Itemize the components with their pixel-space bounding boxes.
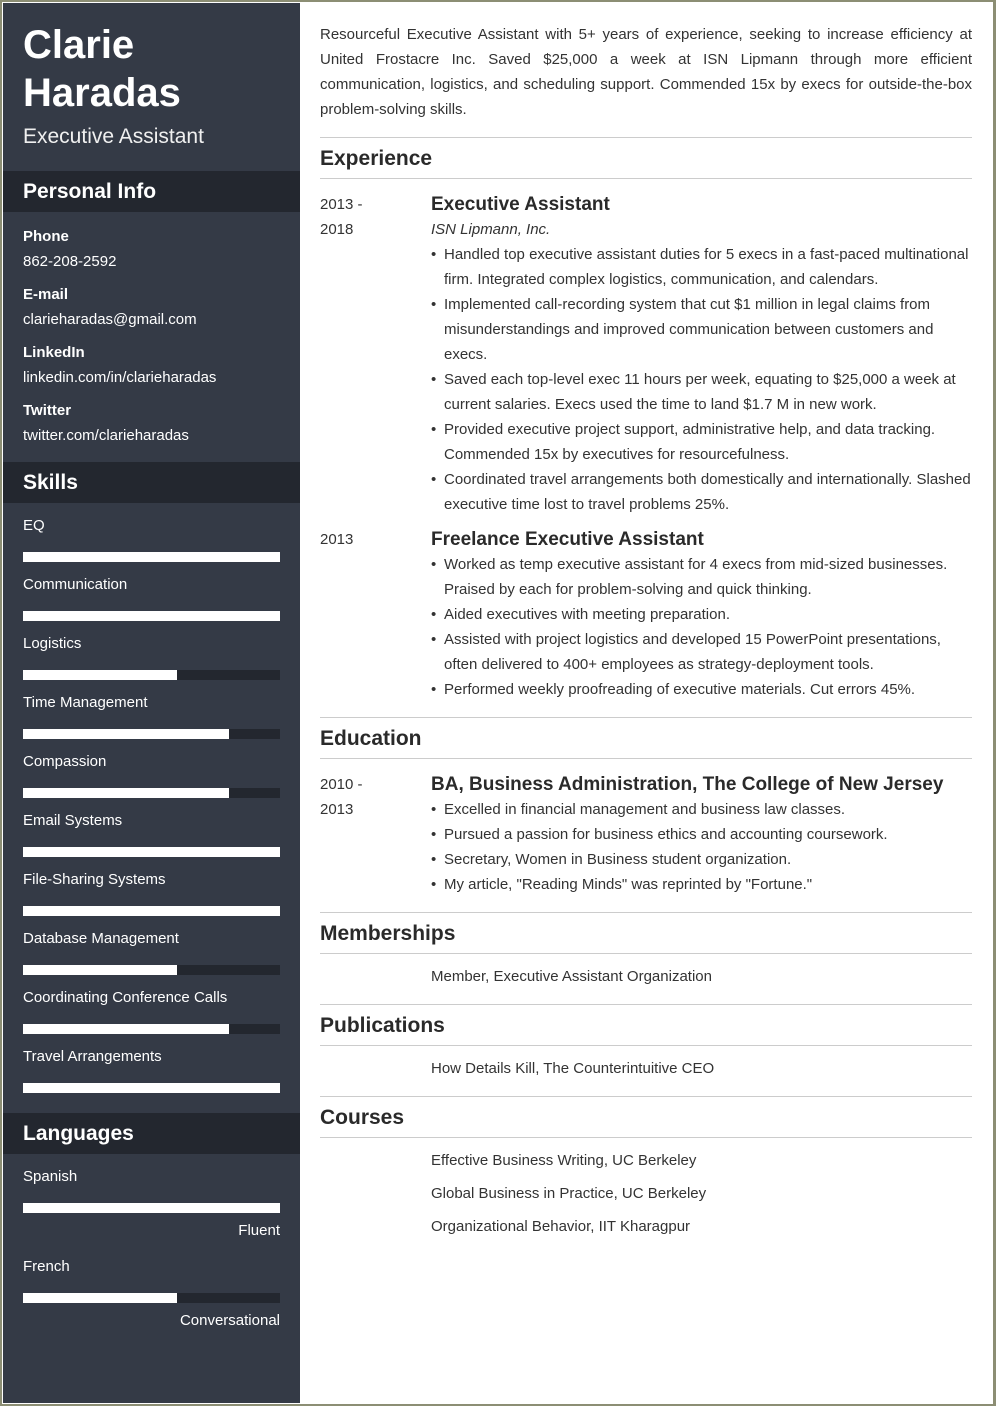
bullet-item: • Secretary, Women in Business student organization. bbox=[431, 847, 972, 872]
contact-label: LinkedIn bbox=[23, 344, 85, 361]
contact-label: E-mail bbox=[23, 286, 69, 303]
sidebar bbox=[3, 3, 300, 1403]
date-start: 2013 - bbox=[320, 196, 363, 213]
bullet-item: • Implemented call-recording system that cut $1 million in legal claims from misunderstandings and improved communication between customers and execs. bbox=[431, 292, 972, 367]
entry-organization: ISN Lipmann, Inc. bbox=[431, 221, 551, 238]
publications-item: How Details Kill, The Counterintuitive CEO bbox=[431, 1060, 715, 1077]
entry-body bbox=[431, 192, 972, 517]
contact-value: clarieharadas@gmail.com bbox=[23, 311, 197, 328]
level-bar bbox=[23, 1083, 280, 1093]
memberships-section bbox=[320, 964, 972, 989]
skill-name: Time Management bbox=[23, 694, 148, 711]
languages-list bbox=[3, 1154, 300, 1356]
level-bar-fill bbox=[23, 788, 229, 798]
level-bar bbox=[23, 611, 280, 621]
entry-title: Executive Assistant bbox=[431, 194, 610, 215]
level-bar-fill bbox=[23, 1293, 177, 1303]
summary: Resourceful Executive Assistant with 5+ years of experience, seeking to increase efficiency at United Frostacre Inc. Saved $25,000 a week at ISN Lipmann through more efficient communication, logistics, and scheduling support. Commended 15x by execs for outside-the-box problem-solving skills. bbox=[320, 26, 972, 118]
contact-value: linkedin.com/in/clarieharadas bbox=[23, 369, 217, 386]
skills-list bbox=[3, 503, 300, 1115]
date-start: 2010 - bbox=[320, 776, 363, 793]
bullet-item: • Coordinated travel arrangements both domestically and internationally. Slashed executive time lost to travel problems 25%. bbox=[431, 467, 972, 517]
languages-heading: Languages bbox=[3, 1113, 300, 1154]
language-level: Fluent bbox=[238, 1222, 280, 1239]
skill-name: Travel Arrangements bbox=[23, 1048, 162, 1065]
name-first: Clarie bbox=[23, 23, 135, 67]
bullet-item: • Aided executives with meeting preparation. bbox=[431, 602, 972, 627]
entry-item bbox=[320, 772, 972, 897]
level-bar-fill bbox=[23, 847, 280, 857]
level-bar-fill bbox=[23, 1203, 280, 1213]
education-section bbox=[320, 772, 972, 897]
skills-heading: Skills bbox=[3, 462, 300, 503]
level-bar-fill bbox=[23, 670, 177, 680]
experience-heading: Experience bbox=[320, 137, 972, 179]
bullet-item: • Pursued a passion for business ethics and accounting coursework. bbox=[431, 822, 972, 847]
skill-name: File-Sharing Systems bbox=[23, 871, 166, 888]
publications-section bbox=[320, 1056, 972, 1081]
level-bar bbox=[23, 729, 280, 739]
level-bar bbox=[23, 788, 280, 798]
skill-name: Email Systems bbox=[23, 812, 123, 829]
bullet-item: • Worked as temp executive assistant for 4 execs from mid-sized businesses. Praised by each for problem-solving and quick thinking. bbox=[431, 552, 972, 602]
skill-name: Compassion bbox=[23, 753, 107, 770]
entry-title: Freelance Executive Assistant bbox=[431, 529, 704, 550]
date-end: 2018 bbox=[320, 221, 354, 238]
level-bar-fill bbox=[23, 552, 280, 562]
courses-section bbox=[320, 1148, 972, 1239]
entry-body bbox=[431, 527, 972, 702]
courses-item: Organizational Behavior, IIT Kharagpur bbox=[431, 1218, 691, 1235]
level-bar bbox=[23, 847, 280, 857]
skill-name: Database Management bbox=[23, 930, 179, 947]
level-bar bbox=[23, 670, 280, 680]
contact-value: twitter.com/clarieharadas bbox=[23, 427, 189, 444]
main-content bbox=[320, 22, 972, 1247]
memberships-item: Member, Executive Assistant Organization bbox=[431, 968, 712, 985]
name-last: Haradas bbox=[23, 71, 181, 115]
bullet-item: • Handled top executive assistant duties for 5 execs in a fast-paced multinational firm. Integrated complex logistics, communication, and calendars. bbox=[431, 242, 972, 292]
date-end: 2013 bbox=[320, 801, 354, 818]
memberships-heading: Memberships bbox=[320, 912, 972, 954]
level-bar bbox=[23, 1024, 280, 1034]
courses-item: Effective Business Writing, UC Berkeley bbox=[431, 1152, 697, 1169]
entry-item bbox=[320, 192, 972, 517]
skill-name: EQ bbox=[23, 517, 45, 534]
level-bar-fill bbox=[23, 1024, 229, 1034]
level-bar-fill bbox=[23, 611, 280, 621]
language-name: French bbox=[23, 1258, 70, 1275]
personal-info-heading: Personal Info bbox=[3, 171, 300, 212]
bullet-list bbox=[431, 242, 972, 517]
entry-date bbox=[320, 192, 431, 517]
bullet-list bbox=[431, 797, 972, 897]
bullet-list bbox=[431, 552, 972, 702]
skill-name: Coordinating Conference Calls bbox=[23, 989, 228, 1006]
level-bar-fill bbox=[23, 965, 177, 975]
entry-body bbox=[431, 772, 972, 897]
entry-date bbox=[320, 772, 431, 897]
entry-date bbox=[320, 527, 431, 702]
contact-label: Twitter bbox=[23, 402, 72, 419]
bullet-item: • Performed weekly proofreading of executive materials. Cut errors 45%. bbox=[431, 677, 972, 702]
date-start: 2013 bbox=[320, 531, 354, 548]
courses-heading: Courses bbox=[320, 1096, 972, 1138]
bullet-item: • My article, "Reading Minds" was reprinted by "Fortune." bbox=[431, 872, 972, 897]
language-name: Spanish bbox=[23, 1168, 78, 1185]
bullet-item: • Assisted with project logistics and developed 15 PowerPoint presentations, often delivered to 400+ employees as strategy-deployment tools. bbox=[431, 627, 972, 677]
bullet-item: • Excelled in financial management and business law classes. bbox=[431, 797, 972, 822]
level-bar-fill bbox=[23, 906, 280, 916]
education-heading: Education bbox=[320, 717, 972, 759]
level-bar-fill bbox=[23, 1083, 280, 1093]
courses-item: Global Business in Practice, UC Berkeley bbox=[431, 1185, 707, 1202]
skill-name: Communication bbox=[23, 576, 128, 593]
level-bar bbox=[23, 906, 280, 916]
contact-label: Phone bbox=[23, 228, 69, 245]
level-bar bbox=[23, 1203, 280, 1213]
experience-section bbox=[320, 192, 972, 702]
personal-info bbox=[3, 212, 300, 462]
skill-name: Logistics bbox=[23, 635, 82, 652]
bullet-item: • Saved each top-level exec 11 hours per week, equating to $25,000 a week at current salaries. Execs used the time to land $1.7 M in new work. bbox=[431, 367, 972, 417]
job-title: Executive Assistant bbox=[23, 125, 204, 148]
contact-value: 862-208-2592 bbox=[23, 253, 117, 270]
bullet-item: • Provided executive project support, administrative help, and data tracking. Commended 15x by executives for resourcefulness. bbox=[431, 417, 972, 467]
entry-item bbox=[320, 527, 972, 702]
level-bar-fill bbox=[23, 729, 229, 739]
level-bar bbox=[23, 1293, 280, 1303]
level-bar bbox=[23, 552, 280, 562]
language-level: Conversational bbox=[179, 1312, 280, 1329]
candidate-name bbox=[3, 3, 300, 117]
entry-title: BA, Business Administration, The College of New Jersey bbox=[431, 774, 944, 795]
level-bar bbox=[23, 965, 280, 975]
publications-heading: Publications bbox=[320, 1004, 972, 1046]
